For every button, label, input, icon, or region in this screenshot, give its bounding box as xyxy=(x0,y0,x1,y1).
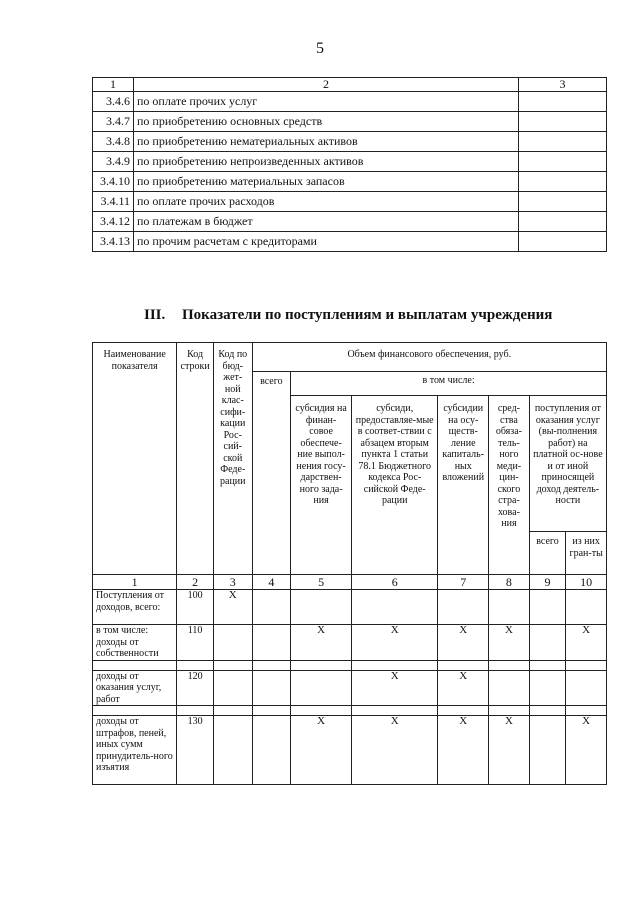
row-name: по приобретению материальных запасов xyxy=(134,172,519,192)
header-kbk: Код по бюд-жет-ной клас-сифи-кации Рос-сий-ской Феде-рации xyxy=(213,343,252,575)
row-total xyxy=(252,670,291,706)
row-c9 xyxy=(529,625,566,661)
header-col-5: субсидия на финан-совое обеспече-ние выпол-нения госу-дарствен-ного зада-ния xyxy=(291,396,352,575)
row-kbk xyxy=(213,716,252,785)
col-number: 2 xyxy=(177,575,214,590)
header-including: в том числе: xyxy=(291,372,607,396)
row-c5 xyxy=(291,590,352,625)
row-c6: X xyxy=(352,625,438,661)
table-header-row xyxy=(93,78,607,92)
row-name: по приобретению основных средств xyxy=(134,112,519,132)
col-number: 6 xyxy=(352,575,438,590)
col-number: 10 xyxy=(566,575,607,590)
row-c6 xyxy=(352,590,438,625)
row-code: 3.4.6 xyxy=(93,92,134,112)
table-row xyxy=(93,590,607,625)
header-col-6: субсиди, предоставляе-мые в соответ-ствии с абзацем вторым пункта 1 статьи 78.1 Бюджетного кодекса Рос-сийской Феде-рации xyxy=(352,396,438,575)
row-name: по приобретению нематериальных активов xyxy=(134,132,519,152)
row-name: по прочим расчетам с кредиторами xyxy=(134,232,519,252)
row-value xyxy=(519,112,607,132)
table-row xyxy=(93,232,607,252)
row-c7: X xyxy=(438,716,489,785)
row-c10 xyxy=(566,670,607,706)
row-total xyxy=(252,590,291,625)
section-number: III. xyxy=(144,307,166,323)
header-col-8: сред-ства обяза-тель-ного меди-цин-ского стра-хова-ния xyxy=(489,396,530,575)
row-c7: X xyxy=(438,625,489,661)
row-c10: X xyxy=(566,625,607,661)
row-name: по платежам в бюджет xyxy=(134,212,519,232)
row-total xyxy=(252,716,291,785)
row-c7 xyxy=(438,590,489,625)
header-col-7: субсидии на осу-ществ-ление капиталь-ных вложений xyxy=(438,396,489,575)
row-code: 3.4.8 xyxy=(93,132,134,152)
row-total xyxy=(252,625,291,661)
header-col-10: из них гран-ты xyxy=(566,532,607,575)
row-code: 3.4.10 xyxy=(93,172,134,192)
col-number: 4 xyxy=(252,575,291,590)
row-c9 xyxy=(529,590,566,625)
col-number: 1 xyxy=(93,575,177,590)
row-code: 3.4.7 xyxy=(93,112,134,132)
row-c9 xyxy=(529,670,566,706)
row-c8: X xyxy=(489,716,530,785)
row-value xyxy=(519,232,607,252)
col-number: 5 xyxy=(291,575,352,590)
header-col-2: 2 xyxy=(134,78,519,92)
row-value xyxy=(519,152,607,172)
header-row-1 xyxy=(93,343,607,372)
row-c6: X xyxy=(352,716,438,785)
table-row xyxy=(93,625,607,661)
row-name: доходы от штрафов, пеней, иных сумм принудитель-ного изъятия xyxy=(93,716,177,785)
header-name: Наименование показателя xyxy=(93,343,177,575)
col-number: 8 xyxy=(489,575,530,590)
row-value xyxy=(519,172,607,192)
section-heading xyxy=(144,307,552,324)
row-c5: X xyxy=(291,625,352,661)
row-code: 130 xyxy=(177,716,214,785)
row-kbk: X xyxy=(213,590,252,625)
header-volume: Объем финансового обеспечения, руб. xyxy=(252,343,606,372)
row-kbk xyxy=(213,625,252,661)
row-code: 3.4.11 xyxy=(93,192,134,212)
row-code: 120 xyxy=(177,670,214,706)
row-name: по приобретению непроизведенных активов xyxy=(134,152,519,172)
row-c7: X xyxy=(438,670,489,706)
receipts-payments-table xyxy=(92,342,607,785)
spacer-row xyxy=(93,706,607,716)
row-name: по оплате прочих услуг xyxy=(134,92,519,112)
table-row xyxy=(93,92,607,112)
table-row xyxy=(93,670,607,706)
column-number-row xyxy=(93,575,607,590)
row-code: 110 xyxy=(177,625,214,661)
section-title: Показатели по поступлениям и выплатам учреждения xyxy=(182,307,553,323)
row-code: 3.4.12 xyxy=(93,212,134,232)
header-code: Код строки xyxy=(177,343,214,575)
row-c8 xyxy=(489,670,530,706)
row-kbk xyxy=(213,670,252,706)
row-c10 xyxy=(566,590,607,625)
row-c8: X xyxy=(489,625,530,661)
expense-breakdown-table xyxy=(92,77,607,252)
table-row xyxy=(93,132,607,152)
spacer-row xyxy=(93,660,607,670)
row-c10: X xyxy=(566,716,607,785)
table-row xyxy=(93,152,607,172)
col-number: 9 xyxy=(529,575,566,590)
row-name: по оплате прочих расходов xyxy=(134,192,519,212)
table-row xyxy=(93,112,607,132)
table-row xyxy=(93,716,607,785)
row-code: 100 xyxy=(177,590,214,625)
header-col-1: 1 xyxy=(93,78,134,92)
table-row xyxy=(93,192,607,212)
row-c9 xyxy=(529,716,566,785)
row-c5 xyxy=(291,670,352,706)
row-code: 3.4.9 xyxy=(93,152,134,172)
row-value xyxy=(519,212,607,232)
header-total: всего xyxy=(252,372,291,575)
table-row xyxy=(93,172,607,192)
col-number: 7 xyxy=(438,575,489,590)
page-number: 5 xyxy=(316,40,324,57)
row-value xyxy=(519,192,607,212)
header-col-9: всего xyxy=(529,532,566,575)
row-c8 xyxy=(489,590,530,625)
row-name: в том числе: доходы от собственности xyxy=(93,625,177,661)
row-name: доходы от оказания услуг, работ xyxy=(93,670,177,706)
row-c6: X xyxy=(352,670,438,706)
row-code: 3.4.13 xyxy=(93,232,134,252)
table-row xyxy=(93,212,607,232)
col-number: 3 xyxy=(213,575,252,590)
row-value xyxy=(519,92,607,112)
header-col-9-10: поступления от оказания услуг (вы-полнения работ) на платной ос-нове и от иной приносящей доход деятель-ности xyxy=(529,396,606,532)
row-c5: X xyxy=(291,716,352,785)
header-col-3: 3 xyxy=(519,78,607,92)
row-value xyxy=(519,132,607,152)
row-name: Поступления от доходов, всего: xyxy=(93,590,177,625)
